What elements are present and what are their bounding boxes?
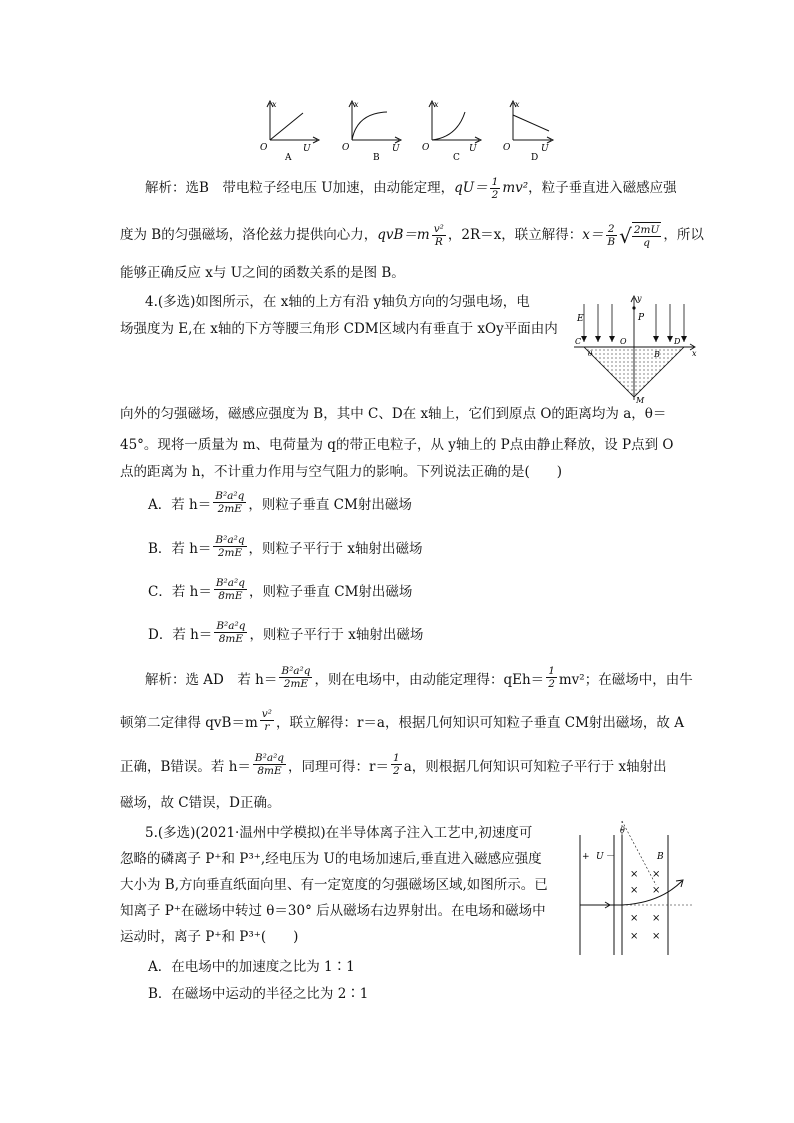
- q3-text: ，2R＝x，联立解得：: [447, 227, 583, 243]
- q4-an-num1: B²a²q: [281, 665, 311, 677]
- q4-option-d-prefix: D．若 h＝: [148, 626, 213, 643]
- q3-analysis-line2: [120, 222, 704, 249]
- q3-eq3-den: B: [607, 236, 616, 248]
- graph-a: [260, 100, 319, 163]
- graph-a-y-label: x: [272, 100, 277, 109]
- q4-option-d-text: ，则粒子平行于 x轴射出磁场: [249, 626, 424, 643]
- q4-option-b-num: B²a²q: [215, 534, 245, 546]
- q3-analysis-line1: [145, 176, 677, 201]
- q4-option-b-prefix: B．若 h＝: [148, 540, 212, 557]
- q4-analysis-line1: [145, 665, 693, 690]
- q4-option-d[interactable]: [148, 620, 423, 645]
- q4-option-b-text: ，则粒子平行于 x轴射出磁场: [248, 540, 423, 557]
- q4-an-text: a，则根据几何知识可知粒子平行于 x轴射出: [403, 758, 667, 775]
- q4-figure: [570, 292, 700, 404]
- graph-a-origin: O: [260, 143, 268, 153]
- q4-an-text: 解析：选 AD 若 h＝: [145, 671, 278, 688]
- q5-fig-cross: ×: [630, 913, 639, 924]
- graph-b-origin: O: [342, 143, 350, 153]
- q4-an-num3: B²a²q: [254, 752, 285, 764]
- q4-an-frac2: [260, 708, 274, 733]
- q4-fig-x: x: [692, 349, 697, 358]
- q3-eq3-frac: [605, 223, 617, 248]
- q5-fig-cross: ×: [652, 869, 661, 880]
- q4-fig-o: O: [620, 337, 627, 346]
- q4-option-a-num: B²a²q: [215, 490, 245, 502]
- q4-an-text: 正确，B错误。若 h＝: [120, 758, 251, 775]
- q4-option-b[interactable]: [148, 534, 422, 559]
- q5-figure: [572, 815, 697, 955]
- q3-eq3-sqrt: √ $\frac{2mU}{q}$: [619, 223, 660, 249]
- q3-eq3-num: 2: [607, 223, 615, 235]
- q4-fig-e: E: [577, 314, 584, 324]
- q4-an-half3: [391, 752, 402, 777]
- q4-an-half3-den: 2: [393, 765, 400, 777]
- q4-option-d-frac: [214, 620, 247, 645]
- q4-option-a-prefix: A．若 h＝: [148, 496, 212, 513]
- q4-line4: 45°。现将一质量为 m、电荷量为 q的带正电粒子，从 y轴上的 P点由静止释放，设 P点到 O: [120, 437, 674, 453]
- q3-eq1-num: 1: [491, 176, 499, 188]
- q5-fig-u: U: [596, 852, 604, 862]
- q3-eq1-lhs: qU＝: [454, 180, 488, 196]
- q3-text: ，粒子垂直进入磁感应强: [528, 180, 677, 196]
- q3-text: 解析：选B 带电粒子经电压 U加速，由动能定理，: [145, 180, 455, 196]
- graph-c-label: C: [453, 153, 460, 163]
- answer-graphs: [255, 95, 555, 165]
- graph-d-origin: O: [503, 143, 511, 153]
- q5-fig-cross: ×: [630, 931, 639, 942]
- q5-line4: 知离子 P⁺在磁场中转过 θ＝30° 后从磁场右边界射出。在电场和磁场中: [120, 903, 546, 919]
- q4-option-c-num: B²a²q: [215, 577, 245, 589]
- graph-a-x-label: U: [303, 144, 311, 154]
- q5-fig-plus: +: [582, 852, 590, 862]
- q5-fig-cross: ×: [652, 913, 661, 924]
- q5-fig-cross: ×: [630, 885, 639, 896]
- q4-fig-y: y: [637, 294, 642, 303]
- q4-an-den3: 8mE: [257, 765, 282, 777]
- graph-a-label: A: [285, 153, 292, 163]
- graph-c-y-label: x: [434, 100, 439, 109]
- graph-d-x-label: U: [541, 144, 549, 154]
- q3-analysis-line3: 能够正确反应 x与 U之间的函数关系的是图 B。: [120, 265, 405, 281]
- q4-analysis-line4: 磁场，故 C错误，D正确。: [120, 795, 281, 811]
- q4-option-c-prefix: C．若 h＝: [148, 583, 212, 600]
- q5-fig-cross: ×: [652, 885, 661, 896]
- q5-option-b[interactable]: B．在磁场中运动的半径之比为 2∶1: [148, 986, 369, 1002]
- q3-text: ，所以: [663, 227, 704, 243]
- graph-d-y-label: x: [515, 100, 520, 109]
- q5-line5: 运动时，离子 P⁺和 P³⁺( ): [120, 929, 299, 945]
- q4-an-text: ，则在电场中，由动能定理得：qEh＝: [314, 671, 545, 688]
- graph-b-y-label: x: [354, 100, 359, 109]
- q4-option-a-den: 2mE: [217, 503, 242, 515]
- q4-option-c-frac: [214, 577, 247, 602]
- q4-line3: 向外的匀强磁场，磁感应强度为 B，其中 C、D在 x轴上，它们到原点 O的距离均为 a，θ＝: [120, 406, 667, 422]
- q4-option-d-num: B²a²q: [216, 620, 246, 632]
- q4-line1: 4.(多选)如图所示，在 x轴的上方有沿 y轴负方向的匀强电场，电: [145, 294, 530, 310]
- graph-b-label: B: [373, 153, 380, 163]
- graph-c-origin: O: [422, 143, 430, 153]
- q3-eq3-lhs: x＝: [582, 227, 604, 243]
- q4-fig-p: P: [638, 313, 645, 323]
- q4-fig-d: D: [674, 337, 681, 346]
- q5-fig-b: B: [657, 852, 664, 862]
- q4-an-den2: r: [264, 721, 270, 733]
- graph-c: [422, 100, 481, 163]
- q4-fig-m: M: [636, 396, 645, 404]
- q3-eq1-rhs: mv²: [502, 180, 529, 196]
- q4-an-half1: [546, 665, 557, 690]
- q4-option-b-frac: [213, 534, 246, 559]
- q4-option-a-frac: [213, 490, 246, 515]
- q5-fig-theta: θ: [620, 826, 625, 835]
- q4-an-half3-num: 1: [393, 752, 400, 764]
- q3-eq1-frac: [490, 176, 501, 201]
- q4-an-text: ，联立解得：r＝a，根据几何知识可知粒子垂直 CM射出磁场，故 A: [275, 714, 684, 731]
- q4-an-text: ，同理可得：r＝: [288, 758, 389, 775]
- q4-fig-b: B: [654, 350, 660, 359]
- q4-an-den1: 2mE: [283, 678, 309, 690]
- q4-option-a-text: ，则粒子垂直 CM射出磁场: [248, 496, 412, 513]
- q3-eq2-lhs: qvB＝m: [377, 227, 430, 243]
- q4-analysis-line3: [120, 752, 667, 777]
- q4-an-text: mv²；在磁场中，由牛: [558, 671, 693, 688]
- graph-b-x-label: U: [392, 144, 400, 154]
- q4-an-frac3: [253, 752, 286, 777]
- q4-an-num2: v²: [261, 708, 272, 720]
- q5-fig-cross: ×: [652, 931, 661, 942]
- q4-line5: 点的距离为 h，不计重力作用与空气阻力的影响。下列说法正确的是( ): [120, 464, 563, 480]
- q4-line2: 场强度为 E,在 x轴的下方等腰三角形 CDM区域内有垂直于 xOy平面由内: [120, 321, 558, 337]
- q5-line2: 忽略的磷离子 P⁺和 P³⁺,经电压为 U的电场加速后,垂直进入磁感应强度: [120, 851, 542, 867]
- q5-option-a[interactable]: A．在电场中的加速度之比为 1∶1: [148, 959, 355, 975]
- q4-analysis-line2: [120, 708, 684, 733]
- q4-option-c-den: 8mE: [218, 590, 243, 602]
- q4-an-half1-num: 1: [548, 665, 555, 677]
- q4-fig-c: C: [575, 337, 582, 346]
- q4-option-c[interactable]: [148, 577, 412, 602]
- q4-option-b-den: 2mE: [217, 547, 243, 559]
- q3-eq2-num: v²: [433, 223, 444, 235]
- q4-an-half1-den: 2: [548, 678, 555, 690]
- q3-text: 度为 B的匀强磁场，洛伦兹力提供向心力，: [120, 227, 378, 243]
- graph-d: [503, 100, 553, 163]
- q5-line3: 大小为 B,方向垂直纸面向里、有一定宽度的匀强磁场区域,如图所示。已: [120, 877, 548, 893]
- graph-c-x-label: U: [469, 144, 477, 154]
- graph-b: [342, 100, 401, 163]
- q4-fig-theta: θ: [588, 350, 593, 358]
- q3-eq1-den: 2: [491, 189, 499, 201]
- q4-an-text: 顿第二定律得 qvB＝m: [120, 714, 258, 731]
- q3-eq2-den: R: [434, 236, 443, 248]
- q3-eq3-root: [632, 222, 662, 249]
- q5-line1: 5.(多选)(2021·温州中学模拟)在半导体离子注入工艺中,初速度可: [145, 825, 533, 841]
- q5-fig-cross: ×: [630, 869, 639, 880]
- q3-eq3-root-den: q: [643, 237, 650, 249]
- q3-eq2-frac: [432, 223, 446, 248]
- q4-an-frac1: [279, 665, 312, 690]
- graph-d-label: D: [531, 153, 539, 163]
- q3-eq3-root-num: 2mU: [633, 224, 660, 236]
- q4-option-d-den: 8mE: [218, 633, 244, 645]
- q4-option-c-text: ，则粒子垂直 CM射出磁场: [248, 583, 413, 600]
- q4-option-a[interactable]: [148, 490, 412, 515]
- q5-fig-minus: －: [606, 852, 616, 862]
